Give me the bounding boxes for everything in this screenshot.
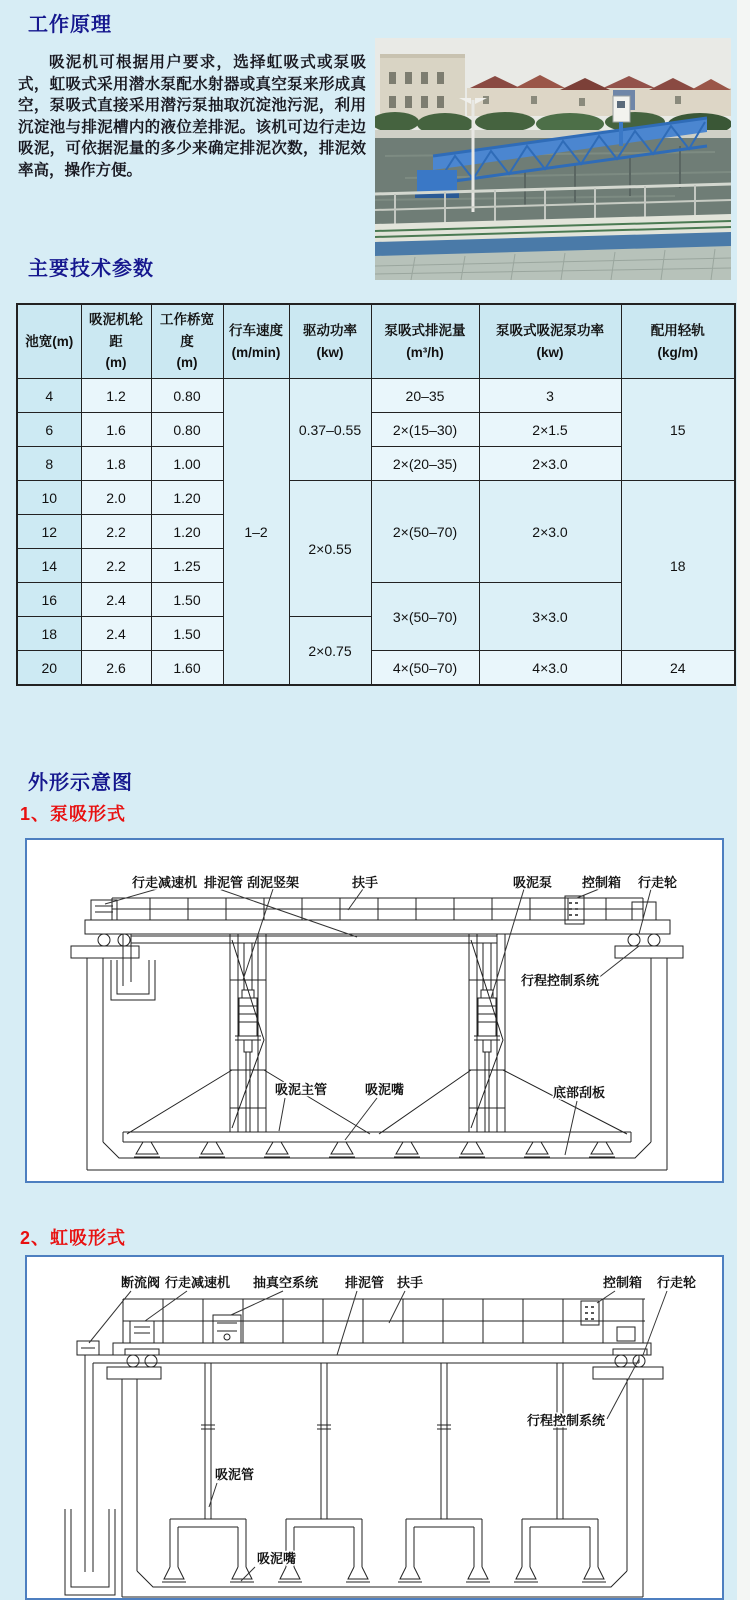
params-table-cell: 1.20 [151,515,223,549]
subheading-pump-type: 1、泵吸形式 [20,804,127,824]
label-suction-nozzle: 吸泥嘴 [257,1551,297,1566]
right-margin-strip [737,0,750,1600]
params-table-cell: 2×(20–35) [371,447,479,481]
label-travel-wheel: 行走轮 [638,875,678,890]
params-table-cell: 1.20 [151,481,223,515]
params-table-head [17,304,735,379]
params-table-cell: 8 [17,447,81,481]
label-travel-wheel: 行走轮 [657,1275,697,1290]
label-handrail: 扶手 [397,1275,424,1290]
params-table-cell: 1.25 [151,549,223,583]
params-table-cell: 18 [17,617,81,651]
params-table-body [17,379,735,686]
params-table-cell: 10 [17,481,81,515]
label-suction-main-pipe: 吸泥主管 [275,1082,328,1097]
params-table-cell: 1.50 [151,617,223,651]
diagram-siphon [25,1255,724,1600]
params-table-cell: 2×(50–70) [371,481,479,583]
section-title-params: 主要技术参数 [28,258,154,280]
params-table-header-cell: 工作桥宽度 (m) [151,304,223,379]
params-table-cell: 4×(50–70) [371,651,479,686]
diagram2-leaders [89,1291,667,1581]
photo-building [380,54,465,120]
subheading-siphon-type: 2、虹吸形式 [20,1228,127,1248]
params-table-cell: 16 [17,583,81,617]
params-table-cell: 20–35 [371,379,479,413]
diagram-pump-suction [25,838,724,1183]
params-table-cell: 2.2 [81,515,151,549]
params-table-cell: 0.80 [151,379,223,413]
params-table-cell: 15 [621,379,735,481]
principle-paragraph: 吸泥机可根据用户要求，选择虹吸式或泵吸式，虹吸式采用潜水泵配水射器或真空泵来形成真空，泵吸式直接采用潜污泵抽取沉淀池污泥，利用沉淀池与排泥槽内的液位差排泥。该机可边行走边吸泥，可依据泥量的多少来确定排泥次数，排泥效率高，操作方便。 [18,54,366,179]
site-photo [375,38,731,280]
params-table-cell: 1.6 [81,413,151,447]
section-title-principle: 工作原理 [28,14,112,36]
params-table-cell: 12 [17,515,81,549]
label-discharge-pipe: 排泥管 [345,1275,385,1290]
params-table-header-cell: 泵吸式吸泥泵功率 (kw) [479,304,621,379]
label-suction-pump: 吸泥泵 [513,875,553,890]
site-photo-illustration [375,38,731,280]
params-table-header-cell: 泵吸式排泥量 (m³/h) [371,304,479,379]
params-table-cell: 2×0.75 [289,617,371,686]
label-control-box: 控制箱 [603,1275,643,1290]
diagram1-leaders [105,889,651,1155]
label-bottom-scraper: 底部刮板 [553,1085,606,1100]
params-table-cell: 0.37–0.55 [289,379,371,481]
diagram1-drawing [27,840,722,1181]
label-control-box: 控制箱 [582,875,622,890]
params-table-header-row [17,304,735,379]
params-table-header-cell: 配用轻轨 (kg/m) [621,304,735,379]
params-table-row [17,379,735,413]
params-table-wrap [16,303,734,686]
params-table-header-cell: 池宽(m) [17,304,81,379]
params-table-cell: 1–2 [223,379,289,686]
params-table-cell: 3×3.0 [479,583,621,651]
params-table-cell: 2×3.0 [479,481,621,583]
params-table-header-cell: 行车速度 (m/min) [223,304,289,379]
label-suction-pipe: 吸泥管 [215,1467,255,1482]
params-table-cell: 1.50 [151,583,223,617]
params-table-cell: 18 [621,481,735,651]
params-table-cell: 24 [621,651,735,686]
label-vacuum-system: 抽真空系统 [253,1275,319,1290]
section-title-outline: 外形示意图 [28,772,133,794]
params-table [16,303,736,686]
label-travel-control-system: 行程控制系统 [527,1413,606,1428]
params-table-cell: 2.4 [81,617,151,651]
params-table-cell: 1.00 [151,447,223,481]
params-table-cell: 4 [17,379,81,413]
params-table-cell: 6 [17,413,81,447]
label-suction-nozzle: 吸泥嘴 [365,1082,405,1097]
params-table-cell: 2.4 [81,583,151,617]
params-table-cell: 1.2 [81,379,151,413]
params-table-cell: 1.60 [151,651,223,686]
diagram2-drawing [27,1257,722,1598]
params-table-cell: 3 [479,379,621,413]
label-handrail: 扶手 [352,875,379,890]
params-table-cell: 2.2 [81,549,151,583]
params-table-header-cell: 驱动功率 (kw) [289,304,371,379]
params-table-header-cell: 吸泥机轮距 (m) [81,304,151,379]
label-travel-control-system: 行程控制系统 [521,973,600,988]
diagram2-structure [65,1299,663,1597]
params-table-cell: 3×(50–70) [371,583,479,651]
params-table-cell: 14 [17,549,81,583]
params-table-cell: 2.0 [81,481,151,515]
params-table-cell: 2×0.55 [289,481,371,617]
label-shutoff-valve: 断流阀 [121,1275,161,1290]
params-table-cell: 2.6 [81,651,151,686]
params-table-cell: 1.8 [81,447,151,481]
diagram2-labels [121,1275,696,1566]
label-scraper-frame: 刮泥竖架 [247,875,300,890]
diagram1-structure [71,896,683,1170]
params-table-row [17,651,735,686]
params-table-cell: 2×1.5 [479,413,621,447]
params-table-row [17,481,735,515]
params-table-cell: 2×3.0 [479,447,621,481]
label-travel-reducer: 行走减速机 [165,1275,231,1290]
params-table-cell: 20 [17,651,81,686]
label-discharge-pipe: 排泥管 [204,875,244,890]
label-travel-reducer: 行走减速机 [132,875,198,890]
params-table-cell: 0.80 [151,413,223,447]
params-table-cell: 2×(15–30) [371,413,479,447]
params-table-cell: 4×3.0 [479,651,621,686]
